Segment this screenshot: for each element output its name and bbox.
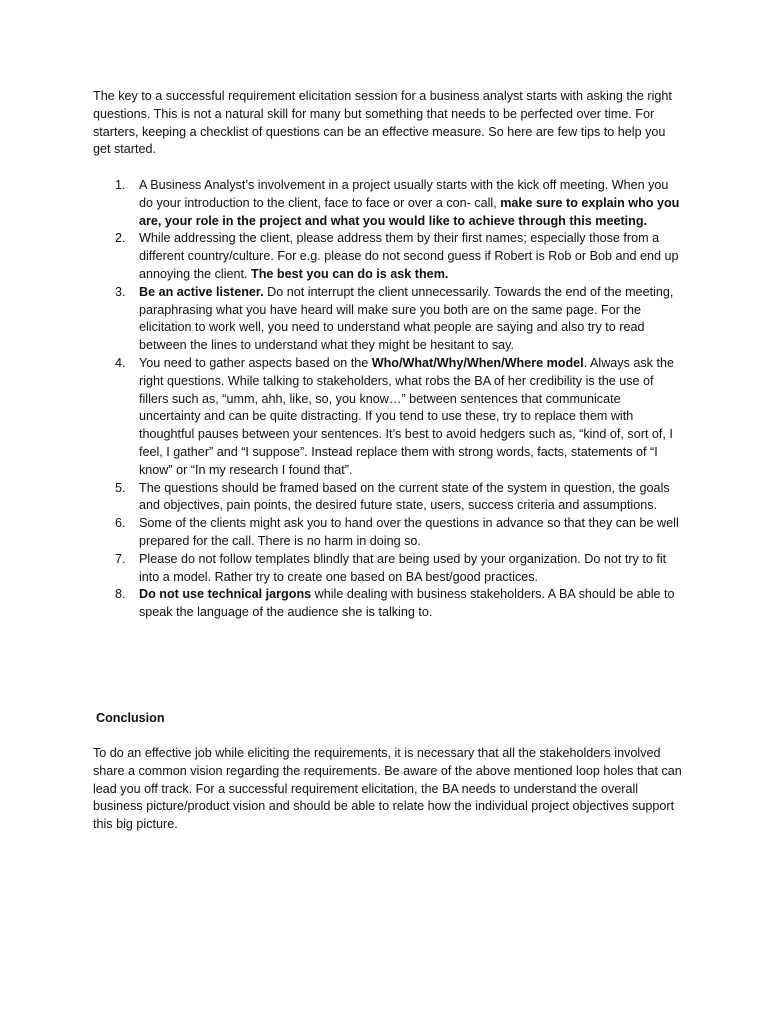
conclusion-paragraph: To do an effective job while eliciting the requirements, it is necessary that all the stakeholders involved share a common vision regarding the requirements. Be aware of the above mentioned loop holes that can lead you off track. For a successful requirement elicitation, the BA needs to understand the overall business picture/product vision and should be able to relate how the individual project objectives support this big picture. bbox=[93, 746, 682, 832]
tip-bold-text: Be an active listener. bbox=[139, 284, 264, 299]
tip-bold-text: Do not use technical jargons bbox=[139, 587, 312, 602]
tip-number: 4. bbox=[115, 355, 126, 370]
tip-text: A Business Analyst’s involvement in a project usually starts with the kick off meeting. When you do your introduction to the client, face to face or over a con- call, bbox=[139, 178, 669, 210]
tip-list-item bbox=[93, 284, 683, 355]
tip-list-item bbox=[93, 355, 683, 480]
tip-number: 2. bbox=[115, 231, 126, 246]
tip-number: 5. bbox=[115, 480, 126, 495]
tip-number: 7. bbox=[115, 551, 126, 566]
tip-text: Please do not follow templates blindly that are being used by your organization. Do not try to fit into a model. Rather try to create one based on BA best/good practices. bbox=[139, 551, 667, 584]
tip-text: while dealing with business stakeholders. A BA should be able to speak the language of the audience she is talking to. bbox=[139, 587, 675, 620]
tips-list bbox=[93, 177, 683, 622]
tip-number: 3. bbox=[115, 284, 126, 299]
tip-text: . Always ask the right questions. While talking to stakeholders, what robs the BA of her credibility is the use of fillers such as, “umm, ahh, like, so, you know…” between sentences that communicate uncertainty and can be quite distracting. If you tend to use these, try to replace them with thoughtful pauses between your sentences. It’s best to avoid hedgers such as, “kind of, sort of, I feel, I gather” and “I suppose”. Instead replace them with strong words, facts, statements of “I know” or “In my research I found that”. bbox=[139, 355, 674, 477]
conclusion-heading: Conclusion bbox=[96, 711, 165, 725]
tip-list-item bbox=[93, 177, 683, 230]
tip-list-item bbox=[93, 551, 683, 587]
tip-bold-text: Who/What/Why/When/Where model bbox=[371, 355, 584, 370]
tip-number: 6. bbox=[115, 516, 126, 531]
tip-list-item bbox=[93, 230, 683, 283]
tip-text: Do not interrupt the client unnecessarily. Towards the end of the meeting, paraphrasing what you have heard will make sure you both are on the same page. For the elicitation to work well, you need to understand what people are saying and also try to read between the lines to understand what they might be hesitant to say. bbox=[139, 284, 674, 353]
tip-list-item bbox=[93, 515, 683, 551]
tip-text: While addressing the client, please address them by their first names; especially those from a different country/culture. For e.g. please do not second guess if Robert is Rob or Bob and end up annoying the client. bbox=[139, 231, 679, 281]
tip-bold-text: make sure to explain who you are, your role in the project and what you would like to achieve through this meeting. bbox=[139, 195, 680, 228]
tip-bold-text: The best you can do is ask them. bbox=[251, 266, 449, 281]
tip-number: 1. bbox=[115, 178, 126, 192]
intro-paragraph: The key to a successful requirement elicitation session for a business analyst starts with asking the right questions. This is not a natural skill for many but something that needs to be perfected over time. For starters, keeping a checklist of questions can be an effective measure. So here are few tips to help you get started. bbox=[93, 89, 672, 157]
tip-list-item bbox=[93, 480, 683, 516]
tip-number: 8. bbox=[115, 587, 126, 602]
tip-text: You need to gather aspects based on the bbox=[139, 355, 372, 370]
tip-text: Some of the clients might ask you to hand over the questions in advance so that they can be well prepared for the call. There is no harm in doing so. bbox=[139, 516, 679, 548]
tip-list-item bbox=[93, 586, 683, 622]
tip-text: The questions should be framed based on the current state of the system in question, the goals and objectives, pain points, the desired future state, users, success criteria and assumptions. bbox=[139, 480, 670, 513]
